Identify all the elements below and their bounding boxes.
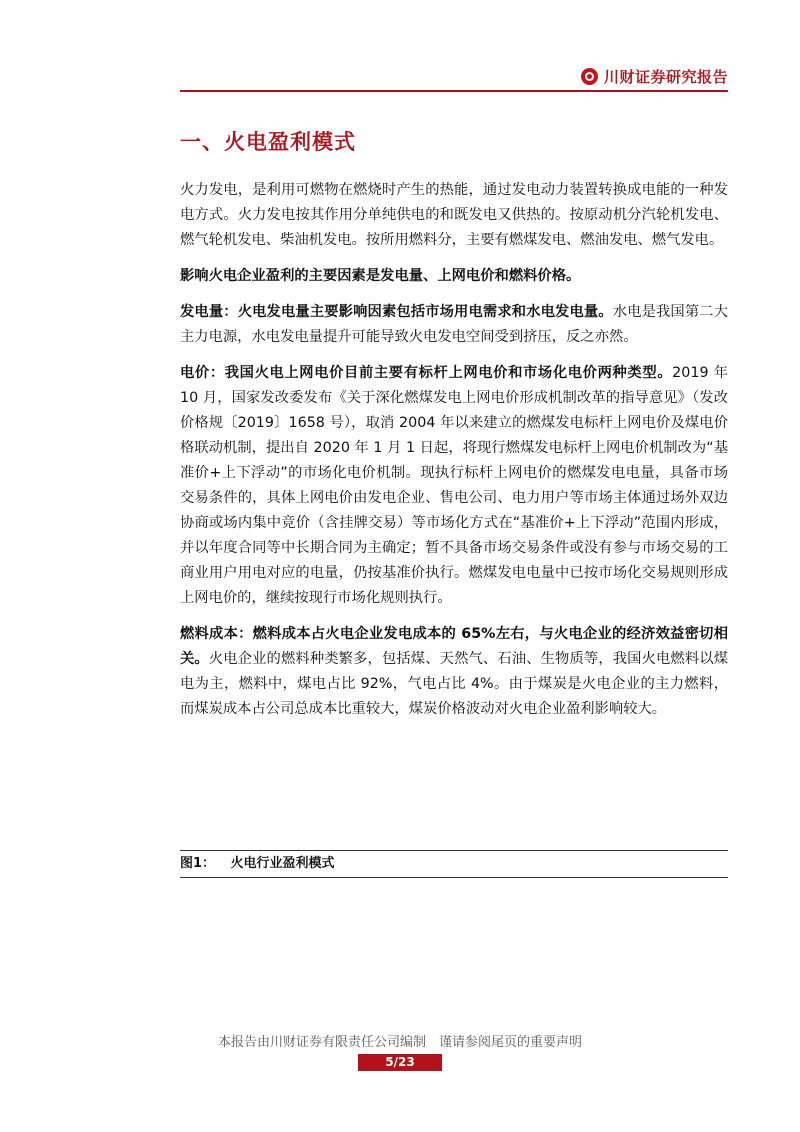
paragraph-fuel-cost xyxy=(180,622,728,722)
fuel-cost-text: 火电企业的燃料种类繁多，包括煤、天然气、石油、生物质等，我国火电燃料以煤电为主，燃料中，煤电占比 92%，气电占比 4%。由于煤炭是火电企业的主力燃料，而煤炭成本占公司总成本比重较大，煤炭价格波动对火电企业盈利影响较大。 xyxy=(180,651,729,717)
price-text: 2019 年 10 月，国家发改委发布《关于深化燃煤发电上网电价形成机制改革的指导意见》（发改价格规〔2019〕1658 号），取消 2004 年以来建立的燃煤发电标杆上网电价及煤电价格联动机制，提出自 2020 年 1 月 1 日起，将现行燃煤发电标杆上网电价机制改为“基准价+上下浮动”的市场化电价机制。现执行标杆上网电价的燃煤发电电量，具备市场交易条件的，具体上网电价由发电企业、售电公司、电力用户等市场主体通过场外双边协商或场内集中竞价（含挂牌交易）等市场化方式在“基准价+上下浮动”范围内形成，并以年度合同等中长期合同为主确定；暂不具备市场交易条件或没有参与市场交易的工商业用户用电对应的电量，仍按基准价执行。燃煤发电电量中已按市场化交易规则形成上网电价的，继续按现行市场化规则执行。 xyxy=(180,365,728,606)
chuancai-logo-icon xyxy=(581,68,598,85)
paragraph-price xyxy=(180,361,728,611)
footer-disclaimer: 本报告由川财证券有限责任公司编制 谨请参阅尾页的重要声明 xyxy=(217,1035,582,1050)
price-heading: 电价：我国火电上网电价目前主要有标杆上网电价和市场化电价两种类型。 xyxy=(180,365,673,381)
header-divider xyxy=(180,90,728,92)
figure-label: 图1： xyxy=(180,856,216,871)
report-header xyxy=(180,62,728,90)
generation-text: 水电是我国第二大主力电源，水电发电量提升可能导致火电发电空间受到挤压，反之亦然。 xyxy=(180,304,729,345)
header-title: 川财证券研究报告 xyxy=(603,68,728,86)
brand xyxy=(581,66,728,87)
figure-caption xyxy=(180,850,728,878)
fuel-cost-heading: 燃料成本：燃料成本占火电企业发电成本的 65%左右，与火电企业的经济效益密切相关。 xyxy=(180,626,728,667)
generation-heading: 发电量：火电发电量主要影响因素包括市场用电需求和水电发电量。 xyxy=(180,304,613,320)
paragraph-generation xyxy=(180,300,728,350)
section-title: 一、火电盈利模式 xyxy=(180,130,356,154)
paragraph-intro: 火力发电，是利用可燃物在燃烧时产生的热能，通过发电动力装置转换成电能的一种发电方式。火力发电按其作用分单纯供电的和既发电又供热的。按原动机分汽轮机发电、燃气轮机发电、柴油机发电。按所用燃料分，主要有燃煤发电、燃油发电、燃气发电。 xyxy=(180,182,728,248)
main-content xyxy=(180,126,728,733)
paragraph-key-factors xyxy=(180,264,728,289)
key-factors-heading: 影响火电企业盈利的主要因素是发电量、上网电价和燃料价格。 xyxy=(180,268,581,284)
figure-title: 火电行业盈利模式 xyxy=(230,856,335,871)
page-number: 5/23 xyxy=(358,1054,442,1071)
